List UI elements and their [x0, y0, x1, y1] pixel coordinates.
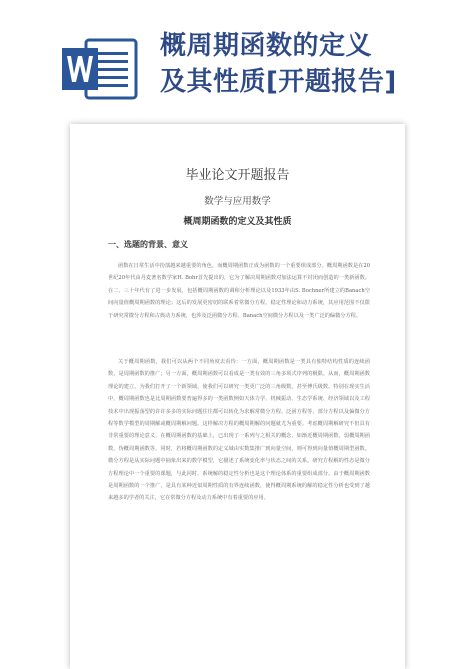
section-heading: 一、选题的背景、意义	[108, 240, 188, 249]
document-title-banner	[160, 28, 460, 100]
document-page-preview	[70, 124, 405, 669]
topic-title: 概周期函数的定义及其性质	[183, 217, 292, 227]
title-line-1: 概周期函数的定义	[160, 31, 373, 61]
major-name: 数学与应用数学	[204, 196, 271, 207]
paragraph: 关于概周期函数，我们可以从两个不同角度去看待：一方面，概周期函数是一类具有独特结构性质的连续函数，是周期函数的推广；另一方面，概周期函数可以看成是一类有效的三角多项式序列的极限。从而，概周期函数理论的建立，为我们打开了一个新领域，使我们可以研究一类更广泛的三角级数，甚至傅氏级数。特别在现实生活中，概周期函数也是比周期函数要普遍得多的一类函数例如天体力学、机械振动、生态学系统、经济领域以及工程技术中出现振荡型的许许多多的实际问题往往都可以转化为求解常微分方程、泛函方程等，部分方程以及偏微分方程等数学模型的周期解或概周期解问题。这样解决方程的概周期解的问题就尤为重要。考虑概周期解研究不但具有非常重要的理论意义，在概周期函数的基础上，已出现了一系列与之相关的概念，如渐近概周期函数，弱概周期函数，伪概周期函数等。同时，若将概周期函数的定义域由实数集推广到向量空间，则可得到向量值概周期型函数。微分方程是从实际问题中抽象出来的数学模型，它描述了系统变化率与状态之间的关系。研究方程解的性态是微分方程理论中一个重要的课题，与此同时，系统解的稳定性分析也是这个理论体系的重要组成部分。由于概周期函数是周期函数的一个推广，是具有某种近似周期性质的有界连续函数，使得概周期系统的解的稳定性分析也受到了越来越多的学者的关注，它在常微分方程及动力系统中有着重要的应用。	[108, 359, 370, 502]
word-document-icon	[58, 34, 144, 104]
title-line-2: 及其性质[开题报告]	[160, 67, 397, 97]
paragraph: 函数在日常生活中扮演越来越重要的角色，而概周期函数正成为函数的一个重要组成部分。概周期函数是在20世纪20年代由丹麦著名数学家H. Bohr首先提出的，它为了解决周期函数对加法运算不封闭而创造的一类新函数。在二、三十年代有了进一步发展，包括概周期函数的调和分析理论以及1933年由S. Bochner所建立的Banach空间向量值概周期函数的理论；这后的发展更密切的联系着常微分方程，稳定性理论和动力系统，其应用范围不仅限于研究常微分方程和古典动力系统，也涉及泛函微分方程、Banach空间微分方程以及一类广泛的偏微分方程。	[108, 263, 370, 319]
report-title: 毕业论文开题报告	[185, 168, 290, 183]
header-banner	[0, 0, 474, 112]
